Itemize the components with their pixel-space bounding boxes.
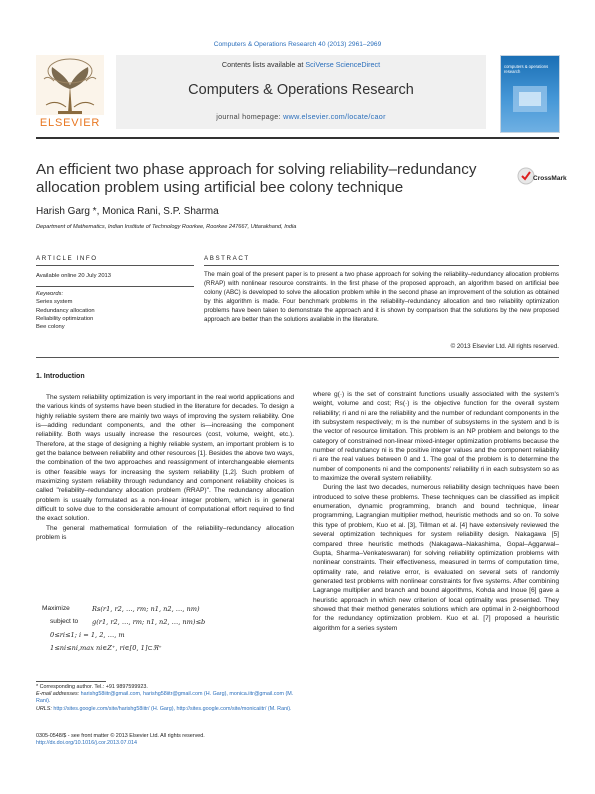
keyword-item: Reliability optimization: [36, 315, 94, 322]
header-rule: [36, 137, 559, 139]
keyword-item: Redundancy allocation: [36, 307, 95, 314]
url-note: [36, 706, 294, 713]
affiliation: Department of Mathematics, Indian Institute of Technology Roorkee, Roorkee 247667, Uttarakhand, India: [36, 224, 297, 230]
authors: Harish Garg *, Monica Rani, S.P. Sharma: [36, 206, 219, 217]
email-note: [36, 691, 294, 705]
footnotes: [36, 684, 294, 713]
elsevier-wordmark[interactable]: ELSEVIER: [39, 117, 101, 129]
info-rule-2: [36, 286, 194, 287]
crossmark-label[interactable]: CrossMark: [533, 175, 567, 182]
footnote-rule: [36, 681, 106, 682]
contents-prefix: Contents lists available at: [221, 60, 306, 69]
sciencedirect-link[interactable]: SciVerse ScienceDirect: [305, 60, 381, 69]
abstract-end-rule: [36, 357, 559, 358]
article-title: An efficient two phase approach for solving reliability–redundancy allocation problem using artificial bee colony technique: [36, 161, 477, 196]
optimization-formula: [36, 605, 294, 657]
abstract-rule: [204, 265, 559, 266]
cover-artwork: [507, 80, 553, 120]
url-links[interactable]: http://sites.google.com/site/harishg58iitr/ (H. Garg), http://sites.google.com/site/monicaiitr/ (M. Rani).: [53, 705, 292, 712]
formula-label: subject to: [50, 618, 79, 625]
url-label: URLS:: [36, 705, 54, 712]
cover-title: computers & operations research: [504, 64, 549, 75]
keyword-item: Bee colony: [36, 324, 65, 331]
journal-reference[interactable]: Computers & Operations Research 40 (2013) 2961–2969: [213, 41, 382, 48]
doi-link[interactable]: http://dx.doi.org/10.1016/j.cor.2013.07.014: [36, 740, 138, 747]
formula-row: [36, 618, 294, 631]
formula-math: Rs(r1, r2, …, rm; n1, n2, …, nm): [92, 605, 200, 613]
keywords-heading: Keywords:: [36, 291, 64, 297]
left-column: [36, 393, 294, 543]
right-column: [313, 390, 559, 633]
journal-title[interactable]: Computers & Operations Research: [188, 82, 414, 98]
keyword-item: Series system: [36, 299, 73, 306]
formula-label: Maximize: [42, 605, 70, 612]
abstract-copyright: © 2013 Elsevier Ltd. All rights reserved.: [450, 343, 559, 350]
paragraph: The system reliability optimization is very important in the real world applications and the various kinds of systems have been studied in the literature for decades. To design a highly reliable system there are mainly two ways of improving the system reliability. One is—adding redundant components, and the other is—increasing the component reliability. Both ways usually increase the resources (cost, volume, weight, etc.). Therefore, at the stage of designing a highly reliable system, an important problem is to get the balance between reliability and other resources [1]. Besides the above two ways, the combination of the two approaches and reassignment of interchangeable elements is other feasible ways for increasing the system reliability [1,2]. Such problem of maximizing system reliability through redundancy and component reliability choices is called "reliability–redundancy allocation problem (RRAP)". The redundancy allocation problem is usually formulated as a non-linear integer problem, which is in general difficult to solve due to the considerable amount of computational effort required to find the exact solution.: [36, 394, 294, 523]
homepage-prefix: journal homepage:: [216, 112, 284, 121]
formula-row: [36, 605, 294, 618]
keywords-block: [36, 290, 95, 331]
abstract-text: The main goal of the present paper is to present a two phase approach for solving the reliability–redundancy allocation problems (RRAP) with nonlinear resource constraints. In the first phase of the proposed approach, an algorithm based on artificial bee colony (ABC) is developed to solve the allocation problem while in the second phase an improvement of the solution as obtained by this algorithm is made. Four benchmark problems in the reliability–redundancy allocation and two reliability optimization problems have been taken to demonstrate the approach and it is shown by comparison that the solutions by the new proposed approach are better than the solutions available in the literature.: [204, 271, 559, 323]
formula-row: [36, 644, 294, 657]
issn-line: 0305-0548/$ - see front matter © 2013 Elsevier Ltd. All rights reserved.: [36, 733, 205, 739]
homepage-link[interactable]: www.elsevier.com/locate/caor: [283, 112, 386, 121]
journal-homepage: [116, 112, 486, 121]
email-label: E-mail addresses:: [36, 691, 81, 698]
contents-line: [116, 60, 486, 69]
email-links[interactable]: harishg58iitr@gmail.com, harishg58iitr@gmail.com (H. Garg), monica.iitr@gmail.com (M. Rani).: [36, 691, 294, 705]
formula-row: [36, 631, 294, 644]
article-info-heading: ARTICLE INFO: [36, 255, 98, 262]
formula-math: 1≤ni≤ni,max ni∈Z⁺, ri∈[0, 1]⊂ℜ⁺: [50, 644, 162, 652]
available-online: Available online 20 July 2013: [36, 273, 111, 279]
section-heading-introduction: 1. Introduction: [36, 373, 85, 380]
corresponding-author-note: * Corresponding author. Tel.: +91 9897599923.: [36, 684, 148, 690]
abstract-heading: ABSTRACT: [204, 255, 250, 262]
info-rule: [36, 265, 194, 266]
paragraph: During the last two decades, numerous reliability design techniques have been introduced to solve these problems. These techniques can be classified as implicit enumeration, dynamic programming, branch and bound technique, linear programming, Lagrangian multiplier method, heuristic methods and so on. To solve this type of problem, Kuo et al. [3], Tillman et al. [4] have extensively reviewed the several optimization techniques for system reliability design. Nakagawa [5] compared three heuristic methods (Nakagawa–Nakashima, Gopal–Aggarwal–Gupta, Sharma–Venkateswaran) for solving reliability optimization problems with nonlinear constraints. Their effectiveness, measured in terms of computation time, optimality rate, and relative error, is evaluated on several sets of randomly generated test problems with nonlinear constraints for five systems. After combining Lagrange multiplier and branch and bound algorithms, Kohda and Inoue [6] gave a heuristic approach in which new criterion of local optimality was presented. They showed that their method generates solutions which are optimal in 2-neighborhood for the redundancy optimization problem. Kuo et al. [7] proposed a heuristic algorithm for a series system: [313, 484, 559, 632]
formula-math: 0≤ri≤1; i = 1, 2, …, m: [50, 631, 125, 639]
issn-block: [36, 733, 336, 747]
paragraph: where g(·) is the set of constraint functions usually associated with the system's weight, volume and cost; Rs(·) is the objective function for the overall system reliability; ri and ni are the reliability and the number of redundant components in the ith subsystem respectively; m is the number of subsystems in the system and b is the vector of resource limitation. This problem is an NP problem and belongs to the category of constrained non-linear mixed-integer optimization problems because the number of redundancy ni is the positive integer values and the component reliability ri are the real values between 0 and 1. The goal of the problem is to determine the number of components ni and the components' reliability ri in each subsystem so as to maximize the overall system reliability.: [313, 391, 559, 483]
paragraph: The general mathematical formulation of the reliability–redundancy allocation problem is: [36, 524, 294, 542]
formula-math: g(r1, r2, …, rm; n1, n2, …, nm)≤b: [92, 618, 206, 626]
